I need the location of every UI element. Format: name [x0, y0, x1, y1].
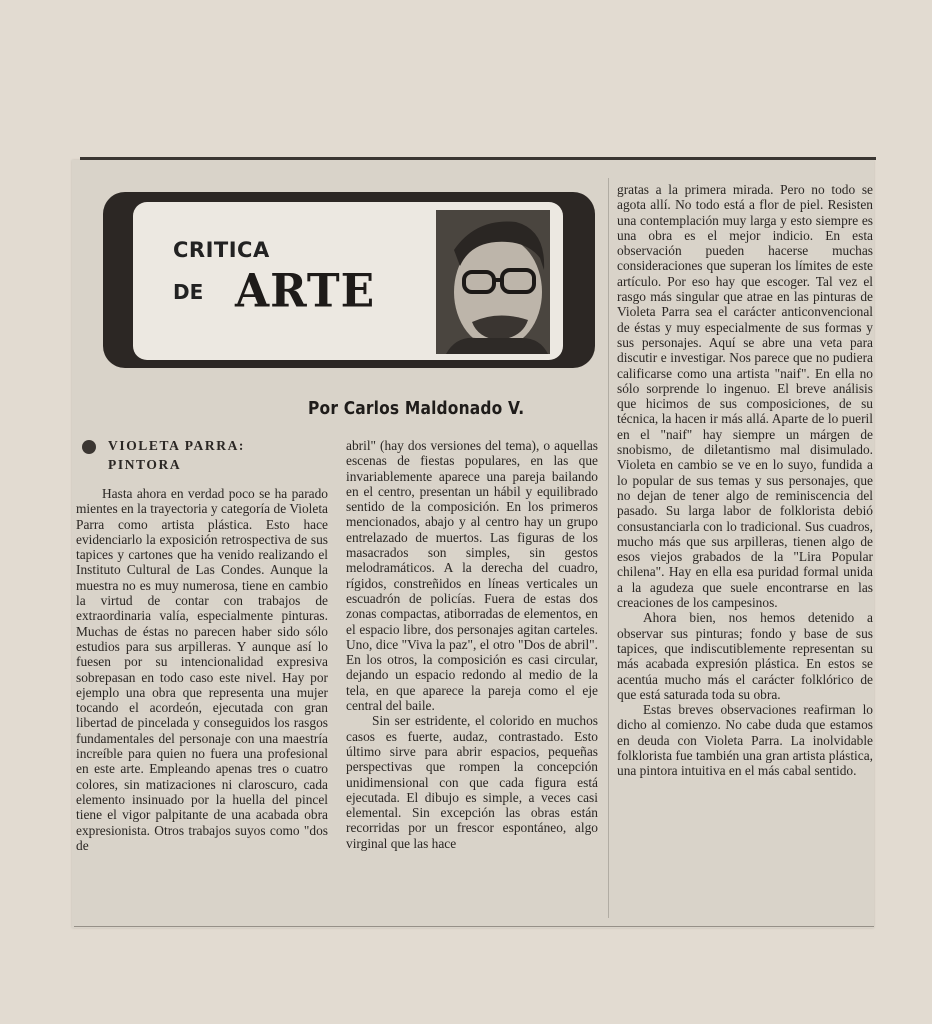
paragraph: gratas a la primera mirada. Pero no todo se agota allí. No todo está a flor de piel. Resisten una contemplación muy larga y esto siempre es una obra es el mejor indicio. En esta observación pueden hacerse muchas consideraciones que superan los límites de este artículo. Por eso hay que escoger. Tal vez el rasgo más singular que atrae en las pinturas de Violeta Parra sea el carácter anticonvencional de éstas y muy especialmente de sus formas y sus personajes. Aquí se abre una veta para discutir e investigar. Nos parece que no pudiera calificarse como una artista "naif". En ella no sólo sorprende lo ingenuo. El breve análisis que hicimos de sus composiciones, de su técnica, la hacen ir más allá. Aparte de lo pueril en el "naif" hay siempre un márgen de snobismo, de diletantismo mal disimulado. Violeta en cambio se ve en lo suyo, fundida a lo popular de sus temas y sus personajes, que no dejan de tener algo de reminiscencia del pasado. Su larga labor de folklorista debió consustanciarla con lo tradicional. Sus cuadros, mucho más que sus arpilleras, tienen algo de esos viejos grabados de la "Lira Popular chilena". Hay en ella esa puridad formal unida a la agudeza que suele encontrarse en las creaciones de los campesinos. — [617, 182, 873, 611]
section-title — [108, 436, 308, 474]
article-column-1 — [76, 486, 328, 853]
column-header-panel — [133, 202, 563, 360]
column-header-banner — [103, 192, 595, 368]
bottom-rule — [74, 926, 874, 927]
article-column-2 — [346, 438, 598, 851]
header-critica: CRITICA — [173, 238, 270, 262]
author-byline: Por Carlos Maldonado V. — [308, 398, 525, 419]
paragraph: Hasta ahora en verdad poco se ha parado mientes en la trayectoria y categoría de Violeta Parra como artista plástica. Esto hace evidenciarlo la exposición retrospectiva de sus tapices y cartones que ha venido realizando el Instituto Cultural de Las Condes. Aunque la muestra no es muy numerosa, tiene en cambio la virtud de contar con trabajos de extraordinaria valía, especialmente pinturas. Muchas de éstas no parecen haber sido sólo estudios para sus arpilleras. Y aunque así lo fuesen por su intencionalidad expresiva sobrepasan en todo caso este nivel. Hay por ejemplo una obra que representa una mujer tocando el acordeón, ejecutada con gran libertad de pincelada y conseguidos los rasgos fundamentales del personaje con una maestría increíble para quien no fuera una profesional en este arte. Empleando apenas tres o cuatro colores, sin matizaciones ni claroscuro, cada elemento insinuado por la huella del pincel tiene el vigor palpitante de una acabada obra expresionista. Otros trabajos suyos como "dos de — [76, 486, 328, 853]
paragraph: Sin ser estridente, el colorido en muchos casos es fuerte, audaz, contrastado. Esto último sirve para abrir espacios, pequeñas perspectivas que rompen la concepción unidimensional con que cada figura está ejecutada. El dibujo es simple, a veces casi elemental. Sin excepción las obras están recorridas por un frescor espontáneo, algo virginal que las hace — [346, 713, 598, 851]
paragraph: abril" (hay dos versiones del tema), o aquellas escenas de fiestas populares, en las que invariablemente aparece una pareja bailando en el centro, presentan un hábil y equilibrado sentido de la composición. En los primeros mencionados, abajo y al centro hay un grupo entrelazado de muertos. Las figuras de los masacrados son simples, sin gestos melodramáticos. A la derecha del cuadro, rígidos, constreñidos en líneas verticales un escuadrón de policías. Fuera de estas dos zonas compactas, atiborradas de elementos, en el espacio libre, dos personajes agitan carteles. Uno, dice "Viva la paz", el otro "Dos de abril". En los otros, la composición es casi circular, dejando un espacio redondo al medio de la tela, en que aparece la pareja como el eje central del baile. — [346, 438, 598, 714]
section-bullet-icon — [82, 440, 96, 454]
top-rule — [80, 157, 876, 160]
header-arte: ARTE — [235, 264, 376, 319]
author-portrait-image — [436, 210, 550, 354]
paragraph: Estas breves observaciones reafirman lo dicho al comienzo. No cabe duda que estamos en deuda con Violeta Parra. La inolvidable folklorista fue también una gran artista plástica, una pintora intuitiva en el más cabal sentido. — [617, 702, 873, 779]
header-de: DE — [173, 280, 204, 304]
column-divider — [608, 178, 609, 918]
paragraph: Ahora bien, nos hemos detenido a observar sus pinturas; fondo y base de sus tapices, que indiscutiblemente representan su más acabada expresión plástica. En estos se acentúa mucho más el carácter folklórico de que está saturada toda su obra. — [617, 610, 873, 702]
section-title-line-1: VIOLETA PARRA: — [108, 438, 246, 453]
section-title-line-2: PINTORA — [108, 457, 182, 472]
article-column-3 — [617, 182, 873, 779]
